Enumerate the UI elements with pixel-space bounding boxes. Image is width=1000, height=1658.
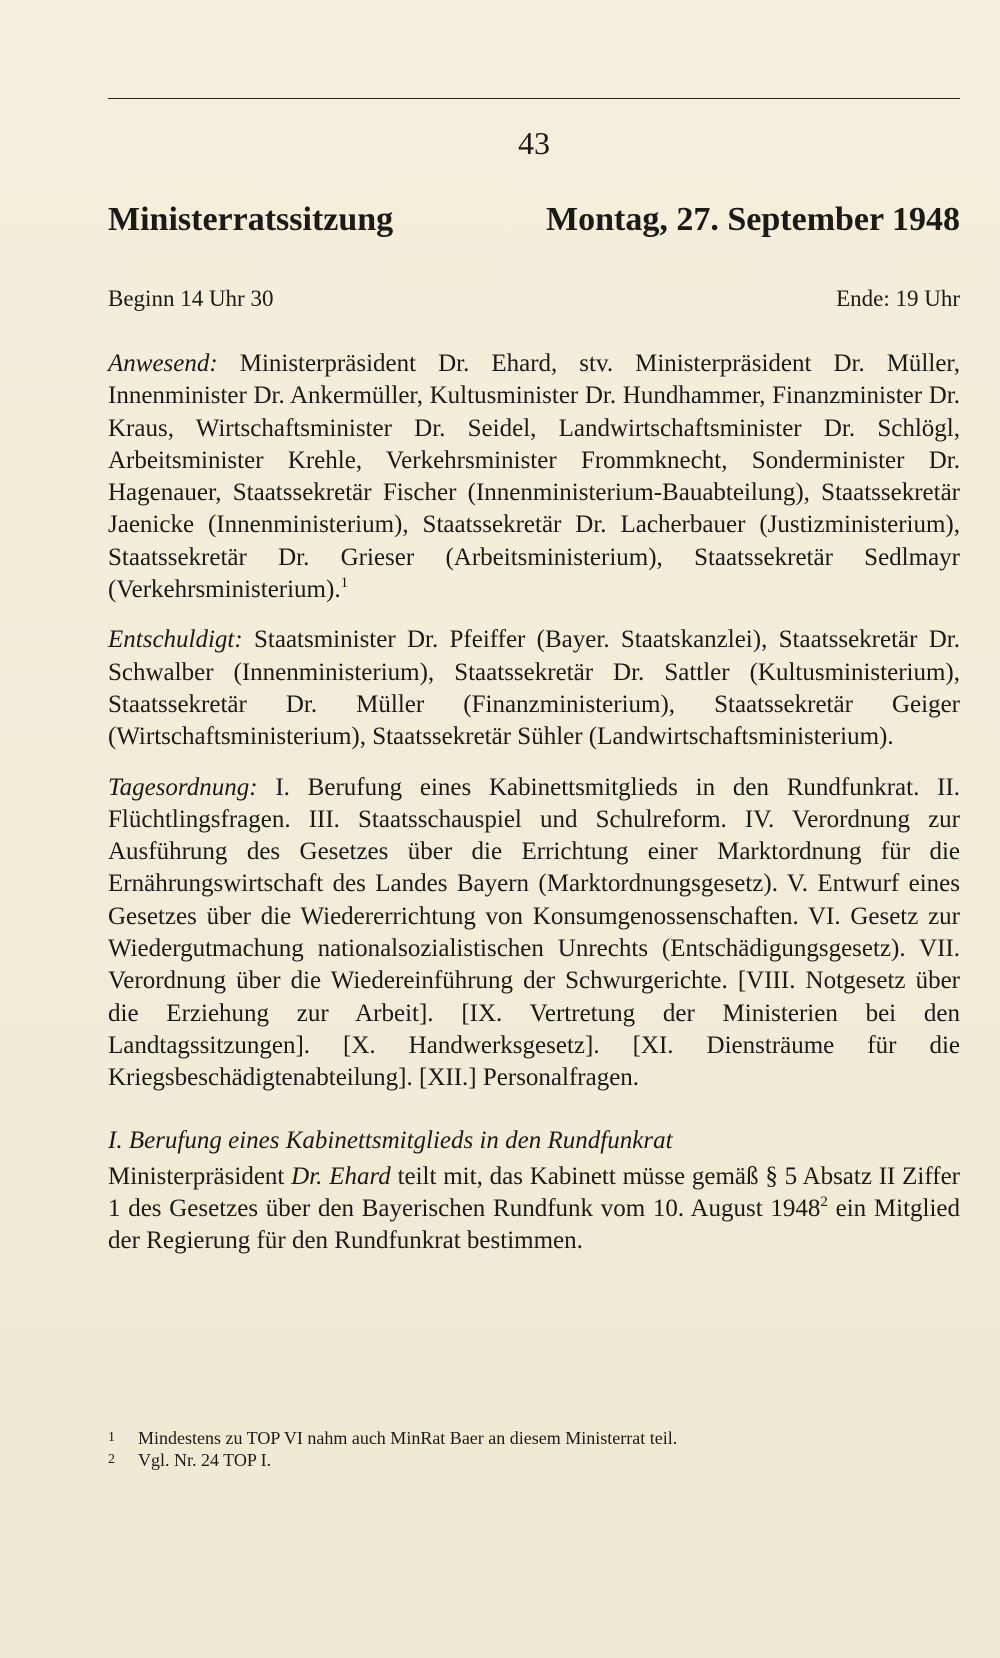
excused-label: Entschuldigt: [108,626,243,654]
footnote-text: Mindestens zu TOP VI nahm auch MinRat Baer an diesem Ministerrat teil. [138,1428,678,1448]
title-row [108,200,960,240]
footnote-number: 1 [108,1430,115,1445]
section-heading: I. Berufung eines Kabinettsmitglieds in den Rundfunkrat [108,1126,673,1154]
speaker-name: Dr. Ehard [291,1162,391,1190]
footnotes [108,1427,960,1471]
section-text-a: Ministerpräsident [108,1162,292,1190]
footnote-ref-2: 2 [820,1194,828,1211]
session-title: Ministerratssitzung [108,201,394,238]
footnote [108,1449,960,1471]
attendees-paragraph [108,348,960,606]
agenda-paragraph [108,772,960,1095]
end-time: Ende: 19 Uhr [836,286,960,311]
attendees-text: Ministerpräsident Dr. Ehard, stv. Ministerpräsident Dr. Müller, Innenminister Dr. Ankermüller, Kultusminister Dr. Hundhammer, Finanzminister Dr. Kraus, Wirtschaftsminister Dr. Seidel, Landwirtschaftsminister Dr. Schlögl, Arbeitsminister Krehle, Verkehrsminister Frommknecht, Sonderminister Dr. Hagenauer, Staatssekretär Fischer (Innenministerium-Bauabteilung), Staatssekretär Jaenicke (Innenministerium), Staatssekretär Dr. Lacherbauer (Justizministerium), Staatssekretär Dr. Grieser (Arbeitsministerium), Staatssekretär Sedlmayr (Verkehrsministerium). [108,350,960,604]
body-text [108,348,960,1276]
section-text-c: ein Mitglied der Regierung für den Rundfunkrat bestimmen. [108,1195,960,1255]
section-text-b: teilt mit, das Kabinett müsse gemäß § 5 Absatz II Ziffer 1 des Gesetzes über den Bayerischen Rundfunk vom 10. August 1948 [108,1162,960,1223]
attendees-label: Anwesend: [108,350,218,377]
document-number: 43 [518,125,550,161]
agenda-text: I. Berufung eines Kabinettsmitglieds in den Rundfunkrat. II. Flüchtlingsfragen. III. Staatsschauspiel und Schulreform. IV. Verordnung zur Ausführung des Gesetzes über die Errichtung einer Marktordnung für die Ernährungswirtschaft des Landes Bayern (Marktordnungsgesetz). V. Entwurf eines Gesetzes über die Wiedererrichtung von Konsumgenossenschaften. VI. Gesetz zur Wiedergutmachung nationalsozialistischen Unrechts (Entschädigungsgesetz). VII. Verordnung über die Wiedereinführung der Schwurgerichte. [VIII. Notgesetz über die Erziehung zur Arbeit]. [IX. Vertretung der Ministerien bei den Landtagssitzungen]. [X. Handwerksgesetz]. [XI. Diensträume für die Kriegsbeschädigtenabteilung]. [XII.] Personalfragen. [108,773,960,1092]
section-paragraph [108,1161,960,1258]
session-date: Montag, 27. September 1948 [546,201,960,238]
excused-text: Staatsminister Dr. Pfeiffer (Bayer. Staatskanzlei), Staatssekretär Dr. Schwalber (Innenministerium), Staatssekretär Dr. Sattler (Kultusministerium), Staatssekretär Dr. Müller (Finanzministerium), Staatssekretär Geiger (Wirtschaftsministerium), Staatssekretär Sühler (Landwirtschaftsministerium). [108,626,960,751]
header-rule [108,98,960,99]
time-row [108,284,960,314]
footnote-text: Vgl. Nr. 24 TOP I. [138,1450,272,1470]
footnote-ref-1: 1 [340,575,349,592]
start-time: Beginn 14 Uhr 30 [108,286,274,311]
footnote [108,1427,960,1449]
agenda-label: Tagesordnung: [108,773,258,801]
excused-paragraph [108,624,960,753]
footnote-number: 2 [108,1452,115,1467]
